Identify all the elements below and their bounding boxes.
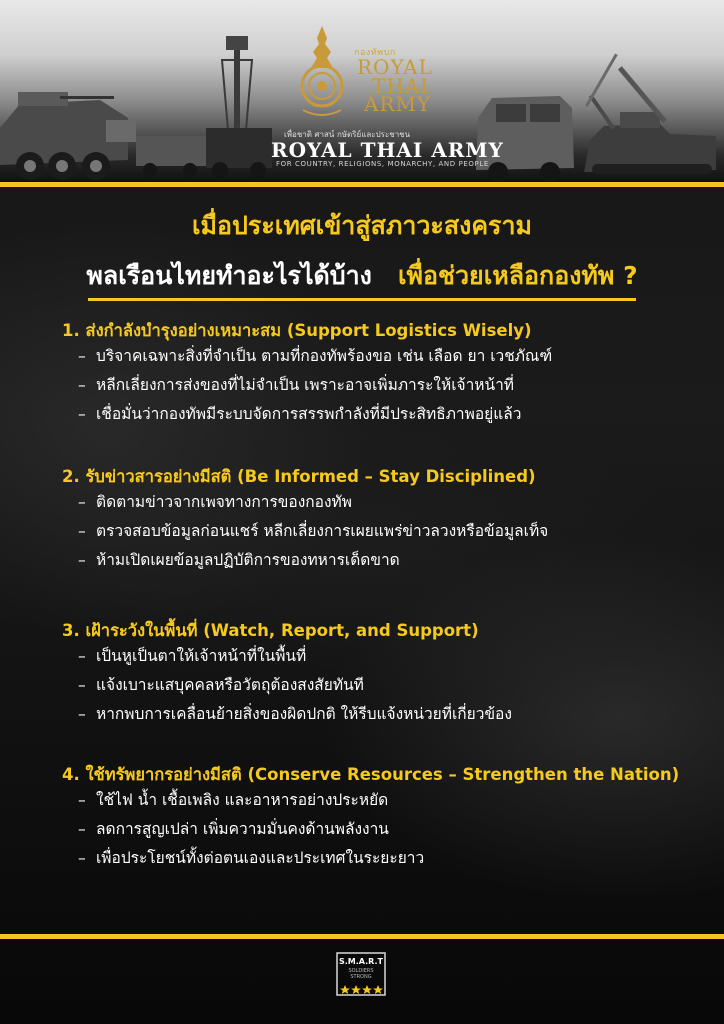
motto-text: เพื่อชาติ ศาสน์ กษัตริย์และประชาชน	[284, 130, 411, 139]
brand-thai-english-label: THAI	[372, 74, 430, 98]
main-heading-white-part: พลเรือนไทยทำอะไรได้บ้าง	[86, 261, 372, 290]
banner-title: ROYAL THAI ARMY	[271, 138, 504, 162]
list-item: – ห้ามเปิดเผยข้อมูลปฏิบัติการของทหารเด็ดขาด	[78, 551, 400, 569]
banner-subline: FOR COUNTRY, RELIGIONS, MONARCHY, AND PEOPLE	[276, 160, 489, 168]
section-title: 2. รับข่าวสารอย่างมีสติ (Be Informed – Stay Disciplined)	[62, 467, 536, 486]
section-title: 3. เฝ้าระวังในพื้นที่ (Watch, Report, and Support)	[62, 621, 479, 640]
list-item: – ลดการสูญเปล่า เพิ่มความมั่นคงด้านพลังงาน	[78, 820, 389, 838]
section-be-informed	[62, 466, 702, 575]
badge-stars-icon	[340, 985, 383, 994]
royal-thai-army-emblem-icon	[297, 24, 347, 120]
list-item: – แจ้งเบาะแสบุคคลหรือวัตถุต้องสงสัยทันที	[78, 676, 364, 694]
list-item: – เชื่อมั่นว่ากองทัพมีระบบจัดการสรรพกำลังที่มีประสิทธิภาพอยู่แล้ว	[78, 405, 522, 423]
section-support-logistics	[62, 320, 702, 429]
list-item: – บริจาคเฉพาะสิ่งที่จำเป็น ตามที่กองทัพร้องขอ เช่น เลือด ยา เวชภัณฑ์	[78, 347, 553, 365]
main-heading-line1: เมื่อประเทศเข้าสู่สภาวะสงคราม	[192, 211, 532, 240]
badge-title: S.M.A.R.T	[339, 957, 383, 966]
brand-royal-label: ROYAL	[357, 55, 433, 79]
list-item: – ตรวจสอบข้อมูลก่อนแชร์ หลีกเลี่ยงการเผยแพร่ข่าวลวงหรือข้อมูลเท็จ	[78, 522, 549, 540]
main-heading-yellow-part: เพื่อช่วยเหลือกองทัพ ?	[398, 261, 638, 290]
list-item: – เพื่อประโยชน์ทั้งต่อตนเองและประเทศในระยะยาว	[78, 849, 425, 867]
heading-underline	[88, 298, 636, 301]
brand-thai-label: กองทัพบก	[354, 48, 396, 58]
bottom-yellow-rule	[0, 934, 724, 939]
list-item: – เป็นหูเป็นตาให้เจ้าหน้าที่ในพื้นที่	[78, 647, 307, 665]
main-heading-line2	[0, 256, 724, 296]
section-title: 1. ส่งกำลังบำรุงอย่างเหมาะสม (Support Logistics Wisely)	[62, 321, 532, 340]
badge-line3: STRONG	[350, 974, 372, 980]
brand-army-label: ARMY	[364, 92, 432, 116]
list-item: – หากพบการเคลื่อนย้ายสิ่งของผิดปกติ ให้รีบแจ้งหน่วยที่เกี่ยวข้อง	[78, 705, 512, 723]
smart-soldiers-badge-icon	[336, 952, 386, 996]
radar-mast-icon	[206, 36, 272, 178]
top-yellow-rule	[0, 182, 724, 187]
header-banner	[0, 0, 724, 182]
section-title: 4. ใช้ทรัพยากรอย่างมีสติ (Conserve Resources – Strengthen the Nation)	[62, 765, 680, 784]
section-conserve-resources	[62, 764, 702, 873]
list-item: – ใช้ไฟ น้ำ เชื้อเพลิง และอาหารอย่างประหยัด	[78, 791, 389, 809]
badge-line2: SOLDIERS	[348, 968, 374, 974]
list-item: – ติดตามข่าวจากเพจทางการของกองทัพ	[78, 493, 352, 511]
section-watch-report	[62, 620, 702, 729]
list-item: – หลีกเลี่ยงการส่งของที่ไม่จำเป็น เพราะอาจเพิ่มภาระให้เจ้าหน้าที่	[78, 376, 515, 394]
